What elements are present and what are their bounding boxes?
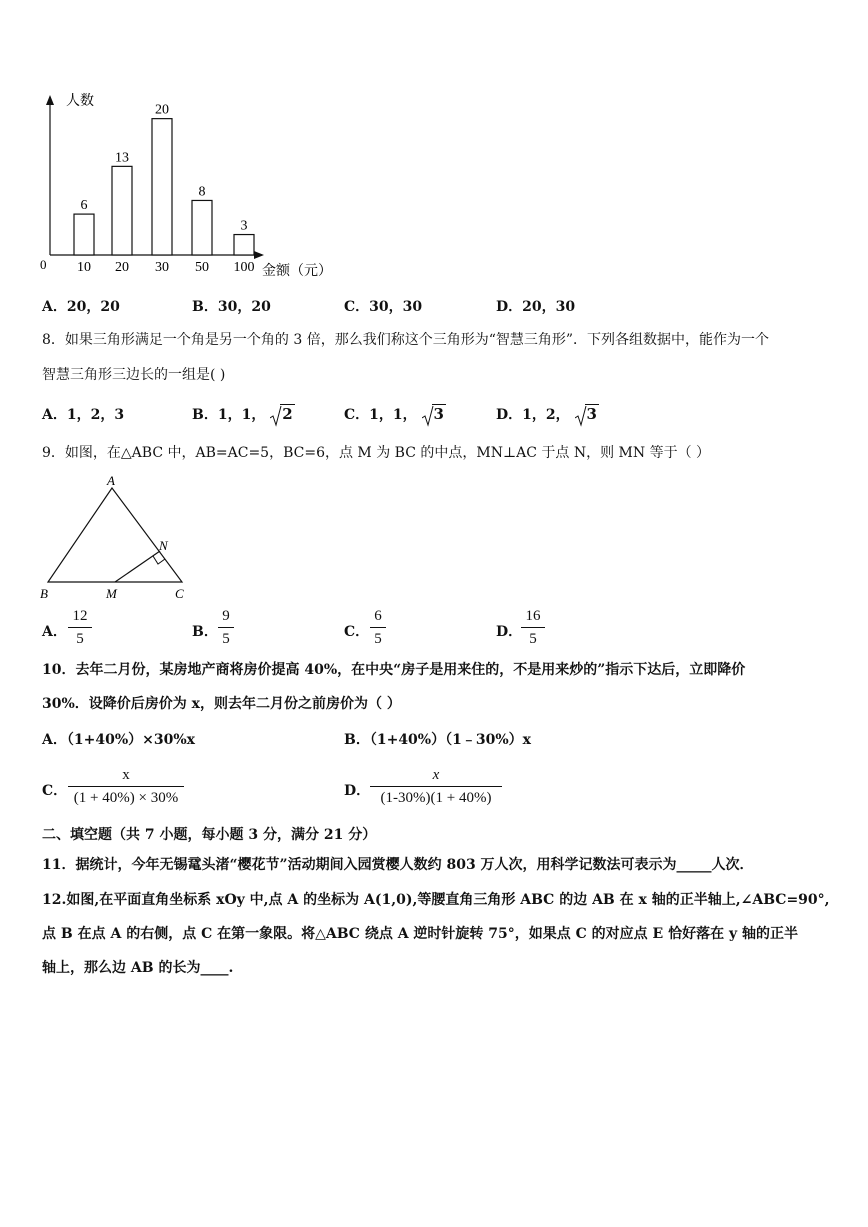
x-tick-label: 10 xyxy=(77,260,91,275)
y-axis-label: 人数 xyxy=(66,94,94,109)
q10-option-c-fraction: x (1 + 40%) × 30% xyxy=(68,765,184,808)
label-b: B xyxy=(40,586,48,601)
q10-option-c-label[interactable]: C． xyxy=(42,783,68,799)
bar-value-label: 20 xyxy=(155,102,169,118)
q8-line-1: 8．如果三角形满足一个角是另一个角的 3 倍，那么我们称这个三角形为“智慧三角形”．下列各组数据中，能作为一个 xyxy=(42,332,770,348)
x-tick-label: 50 xyxy=(195,260,209,275)
bar-20 xyxy=(112,166,132,255)
x-axis-label: 金额（元） xyxy=(262,264,332,279)
x-tick-label: 30 xyxy=(155,260,169,275)
sqrt-icon: 3 xyxy=(422,405,446,423)
q10-line-2: 30%．设降价后房价为 x，则去年二月份之前房价为（ ） xyxy=(42,696,401,712)
q9-option-a-label[interactable]: A． xyxy=(42,624,67,640)
q8-line-2: 智慧三角形三边长的一组是( ) xyxy=(42,367,226,383)
bar-chart xyxy=(30,85,350,285)
q7-option-b[interactable]: B．30，20 xyxy=(192,299,271,315)
q12-line-3: 轴上，那么边 AB 的长为____. xyxy=(42,960,234,976)
label-n: N xyxy=(159,538,168,553)
q9-option-b-fraction: 9 5 xyxy=(218,606,234,649)
bar-10 xyxy=(74,214,94,255)
q10-option-a[interactable]: A．（1+40%）×30%x xyxy=(42,732,195,748)
q10-option-b[interactable]: B．（1+40%）（1﹣30%）x xyxy=(344,732,531,748)
bar-100 xyxy=(234,235,254,255)
label-a: A xyxy=(107,473,115,488)
bar-value-label: 13 xyxy=(115,150,129,166)
y-axis-arrow xyxy=(46,95,54,105)
q9-option-b-label[interactable]: B． xyxy=(192,624,218,640)
q9-option-c-fraction: 6 5 xyxy=(370,606,386,649)
sqrt-icon: 3 xyxy=(575,405,599,423)
bar-value-label: 8 xyxy=(198,184,206,200)
q7-option-d[interactable]: D．20，30 xyxy=(496,299,576,315)
q8-option-d[interactable]: D．1，2， 3 xyxy=(496,405,597,423)
origin-label: 0 xyxy=(40,257,47,272)
q7-option-c[interactable]: C．30，30 xyxy=(344,299,423,315)
triangle-figure xyxy=(36,472,206,604)
section-2-heading: 二、填空题（共 7 小题，每小题 3 分，满分 21 分） xyxy=(42,827,377,843)
x-axis-arrow xyxy=(254,251,264,259)
q12-line-1: 12.如图,在平面直角坐标系 xOy 中,点 A 的坐标为 A(1,0),等腰直角三角形 ABC 的边 AB 在 x 轴的正半轴上,∠ABC=90°, xyxy=(42,892,830,908)
q9-option-d-fraction: 16 5 xyxy=(521,606,545,649)
q10-line-1: 10．去年二月份，某房地产商将房价提高 40%，在中央“房子是用来住的，不是用来炒的”指示下达后，立即降价 xyxy=(42,662,746,678)
chart-bars xyxy=(74,119,254,255)
label-m: M xyxy=(106,586,117,601)
label-c: C xyxy=(175,586,184,601)
x-tick-label: 100 xyxy=(233,260,255,275)
q9-option-c-label[interactable]: C． xyxy=(344,624,370,640)
triangle-abc xyxy=(48,488,182,582)
bar-50 xyxy=(192,200,212,255)
q8-option-c[interactable]: C．1，1， 3 xyxy=(344,405,444,423)
q10-option-d-label[interactable]: D． xyxy=(344,783,371,799)
q11-text: 11．据统计，今年无锡鼋头渚“樱花节”活动期间入园赏樱人数约 803 万人次，用科学记数法可表示为_____人次． xyxy=(42,857,754,873)
x-tick-label: 20 xyxy=(115,260,129,275)
sqrt-icon: 2 xyxy=(270,405,294,423)
segment-mn xyxy=(115,551,160,582)
bar-value-label: 3 xyxy=(240,218,248,234)
q9-text: 9．如图，在△ABC 中，AB=AC=5，BC=6，点 M 为 BC 的中点，MN⊥AC 于点 N，则 MN 等于（ ） xyxy=(42,445,711,461)
q8-option-a[interactable]: A．1，2，3 xyxy=(42,407,125,423)
bar-value-label: 6 xyxy=(80,198,88,214)
q12-line-2: 点 B 在点 A 的右侧，点 C 在第一象限。将△ABC 绕点 A 逆时针旋转 75°，如果点 C 的对应点 E 恰好落在 y 轴的正半 xyxy=(42,926,798,942)
q8-option-b[interactable]: B．1，1， 2 xyxy=(192,405,293,423)
q7-option-a[interactable]: A．20，20 xyxy=(42,299,120,315)
q9-option-a-fraction: 12 5 xyxy=(68,606,92,649)
q10-option-d-fraction: x (1-30%)(1 + 40%) xyxy=(370,765,502,808)
q9-option-d-label[interactable]: D． xyxy=(496,624,523,640)
bar-30 xyxy=(152,119,172,255)
